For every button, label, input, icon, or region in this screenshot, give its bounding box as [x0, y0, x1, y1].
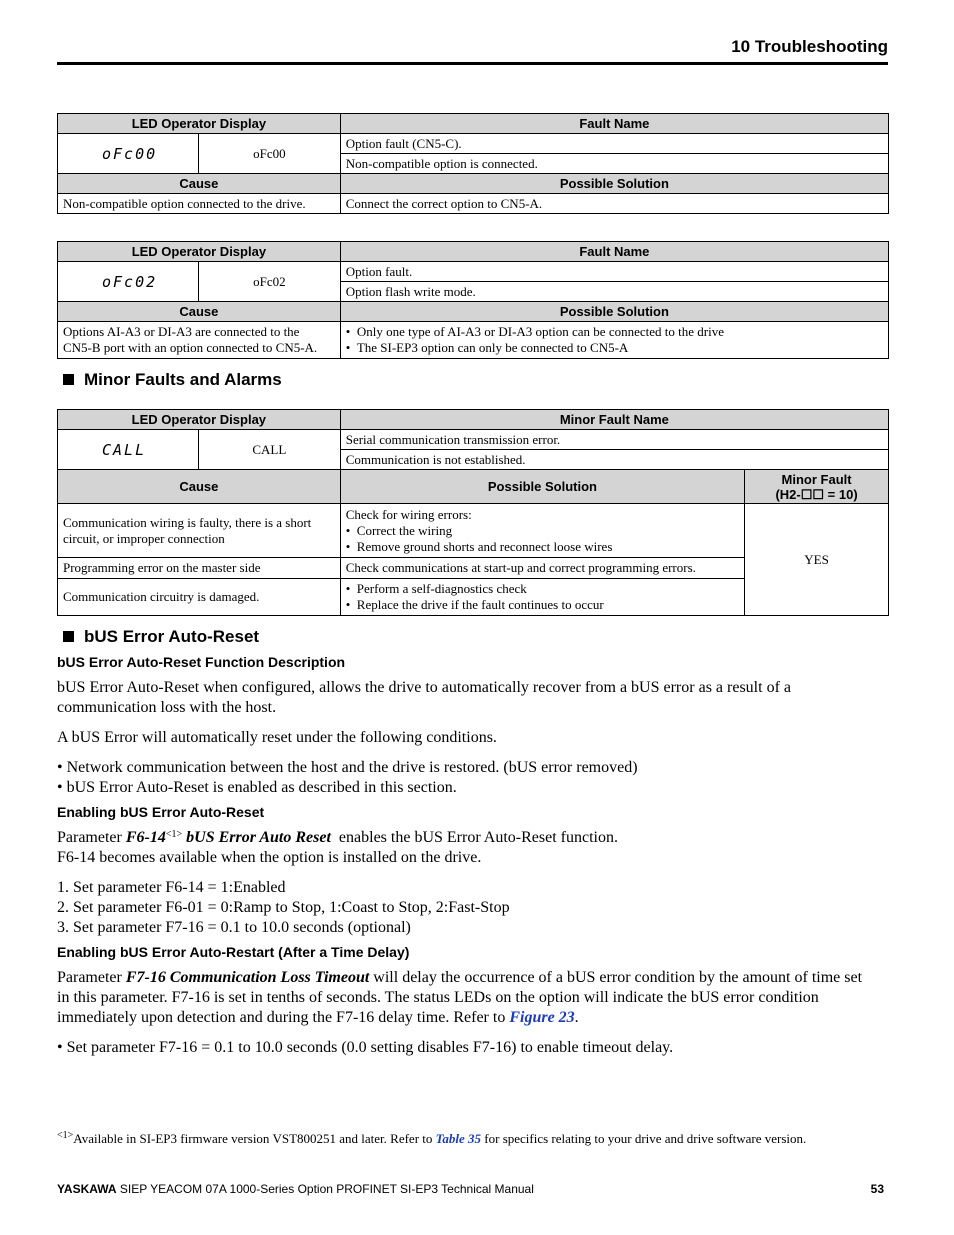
fault-code: oFc00: [198, 134, 340, 174]
subheading-enabling-restart: Enabling bUS Error Auto-Restart (After a Time Delay): [57, 944, 410, 960]
cause-line: Communication wiring is faulty, there is a short: [63, 514, 312, 530]
brand-name: YASKAWA: [57, 1182, 117, 1196]
subheading-enabling-reset: Enabling bUS Error Auto-Reset: [57, 804, 265, 820]
step-item: 2. Set parameter F6-01 = 0:Ramp to Stop, 1:Coast to Stop, 2:Fast-Stop: [57, 899, 510, 916]
led-segment-display: oFc00: [58, 134, 199, 174]
cause-cell: [58, 504, 341, 558]
bullet-item: • Network communication between the host and the drive is restored. (bUS error removed): [57, 759, 638, 776]
footnote: [57, 1131, 806, 1147]
page-header: [57, 36, 888, 65]
header-minor-fault-name: Minor Fault Name: [340, 410, 888, 430]
led-segment-display: CALL: [58, 430, 199, 470]
table-link[interactable]: Table 35: [435, 1131, 482, 1146]
fault-name-line: Serial communication transmission error.: [340, 430, 888, 450]
page-footer: [57, 1182, 534, 1196]
minor-fault-value: YES: [745, 504, 889, 616]
solution-item: • The SI-EP3 option can only be connected to CN5-A: [346, 340, 883, 356]
solution-cell: [340, 504, 744, 558]
section-heading-minor-faults: [63, 370, 282, 390]
text: Parameter: [57, 829, 126, 846]
text: Parameter: [57, 969, 126, 986]
cause-line: Options AI-A3 or DI-A3 are connected to the: [63, 324, 300, 339]
cause-line: CN5-B port with an option connected to CN5-A.: [63, 340, 318, 355]
solution-cell: [340, 322, 888, 359]
square-bullet-icon: [63, 374, 74, 385]
bullet-list: [57, 758, 889, 798]
text: enables the bUS Error Auto-Reset function.: [330, 829, 618, 846]
minor-fault-table-call: [57, 409, 889, 616]
header-fault-name: Fault Name: [340, 242, 888, 262]
step-item: 1. Set parameter F6-14 = 1:Enabled: [57, 879, 286, 896]
fault-name-line: Option fault (CN5-C).: [340, 134, 888, 154]
header-minor-fault-line: (H2-☐☐ = 10): [775, 486, 858, 502]
header-cause: Cause: [58, 302, 341, 322]
text-line: F6-14 becomes available when the option is installed on the drive.: [57, 849, 482, 866]
fault-table-ofc02: [57, 241, 889, 359]
fault-code: oFc02: [198, 262, 340, 302]
manual-title: SIEP YEACOM 07A 1000-Series Option PROFINET SI-EP3 Technical Manual: [116, 1182, 534, 1196]
section-title: bUS Error Auto-Reset: [84, 627, 260, 646]
header-solution: Possible Solution: [340, 470, 744, 504]
paragraph: [57, 828, 889, 868]
section-title: Minor Faults and Alarms: [84, 370, 282, 389]
solution-item: • Remove ground shorts and reconnect loose wires: [346, 539, 739, 555]
bullet-item: • Set parameter F7-16 = 0.1 to 10.0 seconds (0.0 setting disables F7-16) to enable timeout delay.: [57, 1039, 674, 1056]
cause-cell: Non-compatible option connected to the drive.: [58, 194, 341, 214]
parameter-ref: F6-14: [125, 829, 166, 846]
cause-cell: Programming error on the master side: [58, 558, 341, 579]
figure-link[interactable]: Figure 23: [509, 1009, 575, 1026]
solution-cell: [340, 579, 744, 616]
header-led-display: LED Operator Display: [58, 410, 341, 430]
solution-item: • Correct the wiring: [346, 523, 739, 539]
fault-code: CALL: [198, 430, 340, 470]
parameter-name: bUS Error Auto Reset: [182, 829, 331, 846]
fault-name-line: Communication is not established.: [340, 450, 888, 470]
chapter-title: 10 Troubleshooting: [731, 37, 888, 56]
bullet-item: • bUS Error Auto-Reset is enabled as described in this section.: [57, 779, 457, 796]
header-cause: Cause: [58, 470, 341, 504]
header-solution: Possible Solution: [340, 302, 888, 322]
cause-cell: Communication circuitry is damaged.: [58, 579, 341, 616]
paragraph: A bUS Error will automatically reset under the following conditions.: [57, 729, 497, 746]
header-cause: Cause: [58, 174, 341, 194]
cause-line: circuit, or improper connection: [63, 530, 225, 546]
subheading-function-description: bUS Error Auto-Reset Function Description: [57, 654, 346, 670]
solution-title: Check for wiring errors:: [345, 506, 472, 522]
parameter-ref: F7-16 Communication Loss Timeout: [125, 969, 370, 986]
text: for specifics relating to your drive and drive software version.: [481, 1131, 807, 1146]
fault-name-line: Non-compatible option is connected.: [340, 154, 888, 174]
fault-name-line: Option fault.: [340, 262, 888, 282]
page-number: 53: [870, 1182, 884, 1196]
header-led-display: LED Operator Display: [58, 242, 341, 262]
header-solution: Possible Solution: [340, 174, 888, 194]
solution-item: • Only one type of AI-A3 or DI-A3 option can be connected to the drive: [346, 324, 883, 340]
fault-table-ofc00: [57, 113, 889, 214]
section-heading-bus-error: [63, 627, 259, 647]
cause-cell: [58, 322, 341, 359]
solution-item: • Perform a self-diagnostics check: [346, 581, 739, 597]
solution-cell: Check communications at start-up and correct programming errors.: [340, 558, 744, 579]
header-minor-fault-line: Minor Fault: [781, 471, 852, 487]
text: will delay the occurrence of a bUS error condition by the amount of time set in this parameter. F7-16 is set in tenths of seconds. The status LEDs on the option will indicate the bUS error condition immediately upon detection and during the F7-16 delay time. Refer to: [57, 969, 863, 1026]
solution-item: • Replace the drive if the fault continues to occur: [346, 597, 739, 613]
text: .: [574, 1009, 579, 1026]
paragraph: [57, 968, 872, 1028]
footnote-mark: <1>: [165, 829, 183, 840]
header-led-display: LED Operator Display: [58, 114, 341, 134]
text: Available in SI-EP3 firmware version VST800251 and later. Refer to: [73, 1131, 436, 1146]
step-list: [57, 878, 889, 938]
square-bullet-icon: [63, 631, 74, 642]
solution-cell: Connect the correct option to CN5-A.: [340, 194, 888, 214]
led-segment-display: oFc02: [58, 262, 199, 302]
fault-name-line: Option flash write mode.: [340, 282, 888, 302]
header-fault-name: Fault Name: [340, 114, 888, 134]
step-item: 3. Set parameter F7-16 = 0.1 to 10.0 seconds (optional): [57, 919, 411, 936]
header-minor-fault: [745, 470, 889, 504]
paragraph: bUS Error Auto-Reset when configured, allows the drive to automatically recover from a bUS error as a result of a communication loss with the host.: [57, 679, 791, 716]
footnote-mark: <1>: [57, 1130, 74, 1141]
